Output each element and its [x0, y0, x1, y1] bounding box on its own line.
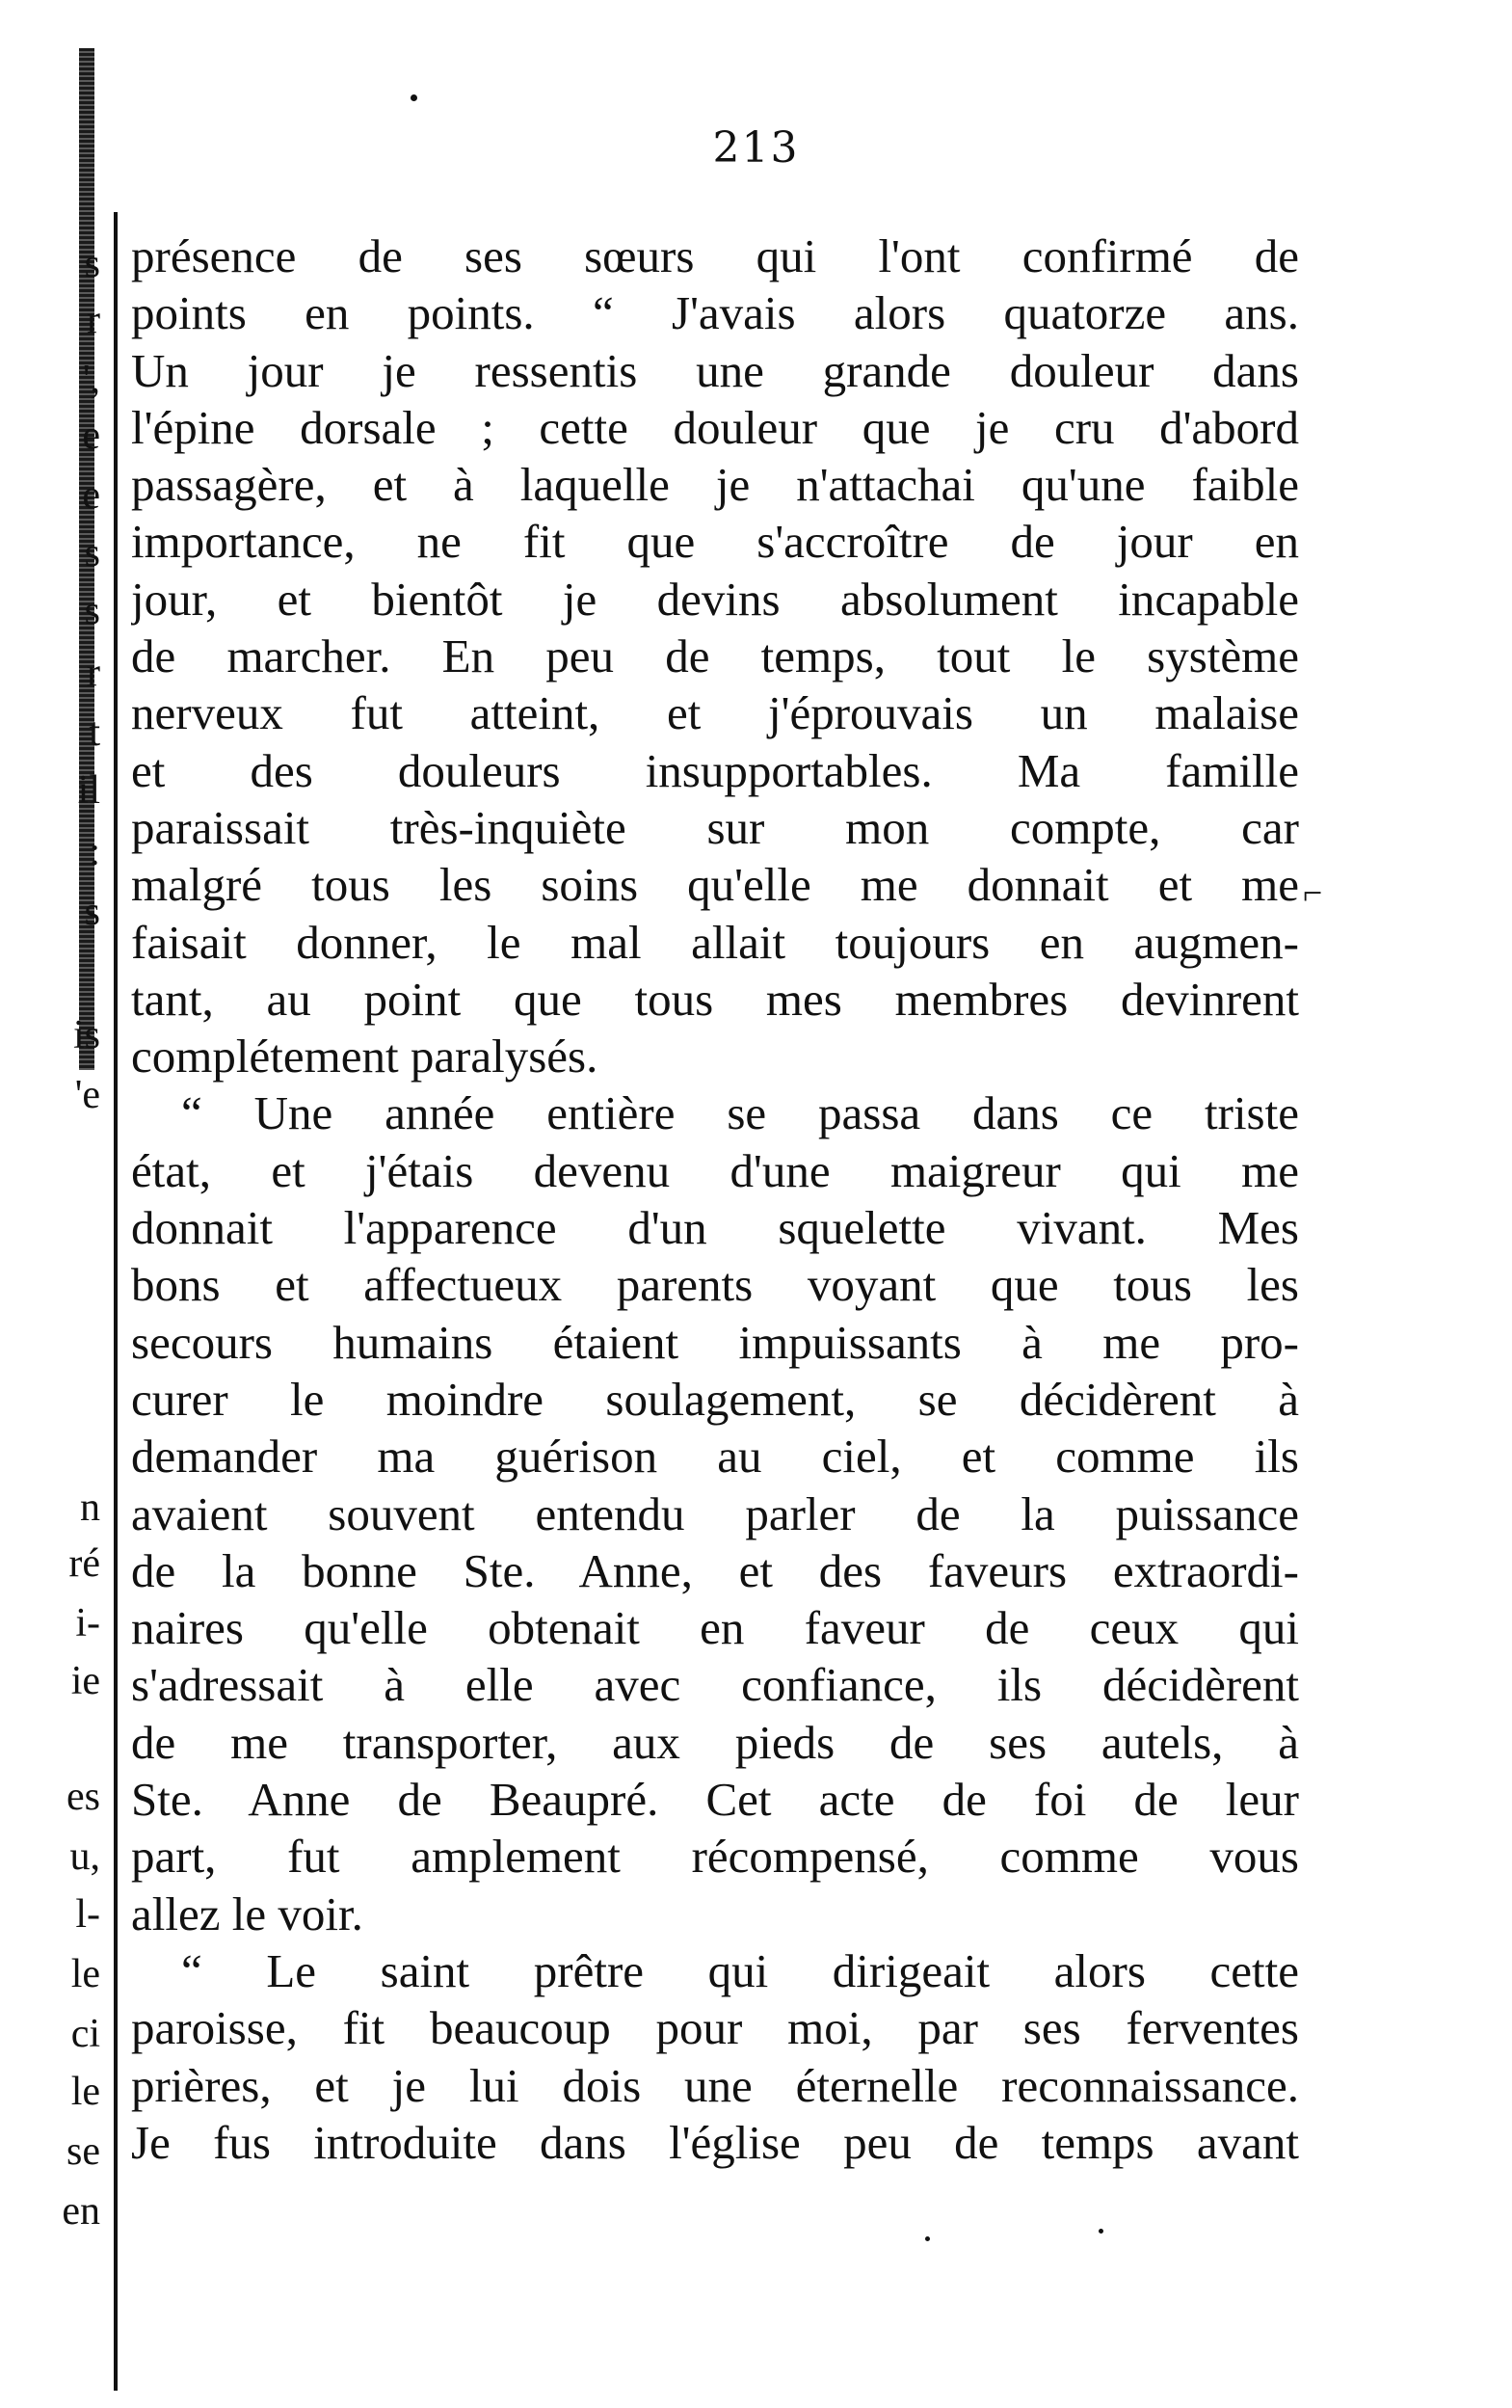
gutter-fragment: r: [87, 651, 100, 695]
text-line: paraissait très-inquiète sur mon compte, car: [131, 800, 1299, 854]
text-line: curer le moindre soulagement, se décidèrent à: [131, 1372, 1299, 1426]
text-line: Un jour je ressentis une grande douleur dans: [131, 343, 1299, 397]
text-line: prières, et je lui dois une éternelle reconnaissance.: [131, 2058, 1299, 2112]
ink-speck-bottom-right: [1099, 2229, 1103, 2234]
text-line: importance, ne fit que s'accroître de jour en: [131, 515, 1299, 569]
text-line: bons et affectueux parents voyant que tous les: [131, 1258, 1299, 1312]
text-line: l'épine dorsale ; cette douleur que je cru d'abord: [131, 400, 1299, 454]
text-line: Je fus introduite dans l'église peu de temps avant: [131, 2115, 1299, 2169]
text-line: points en points. “ J'avais alors quatorze ans.: [131, 286, 1299, 340]
page-number: 213: [712, 123, 800, 173]
text-line: avaient souvent entendu parler de la puissance: [131, 1486, 1299, 1540]
text-line: part, fut amplement récompensé, comme vous: [131, 1830, 1299, 1884]
text-line: Ste. Anne de Beaupré. Cet acte de foi de leur: [131, 1773, 1299, 1827]
ink-speck-top: [411, 94, 417, 101]
text-line: naires qu'elle obtenait en faveur de ceux qui: [131, 1601, 1299, 1655]
text-line: faisait donner, le mal allait toujours en augmen-: [131, 915, 1299, 969]
gutter-fragment: l-: [75, 1892, 100, 1937]
gutter-fragment: ie: [70, 1659, 100, 1703]
margin-mark: ⌐: [1303, 873, 1323, 912]
gutter-fragment: n: [80, 1485, 100, 1530]
gutter-fragment: il: [77, 768, 100, 813]
page-gutter-line: [114, 212, 118, 2391]
gutter-fragment: le: [70, 2070, 100, 2114]
text-line: complétement paralysés.: [131, 1030, 598, 1084]
gutter-fragment: r: [87, 298, 100, 342]
text-line: de la bonne Ste. Anne, et des faveurs extraordi-: [131, 1543, 1299, 1597]
text-line: secours humains étaient impuissants à me pro-: [131, 1315, 1299, 1369]
gutter-fragment: e: [82, 473, 100, 518]
text-line: demander ma guérison au ciel, et comme ils: [131, 1430, 1299, 1484]
text-line: malgré tous les soins qu'elle me donnait et me: [131, 858, 1299, 912]
gutter-fragment: en: [62, 2189, 100, 2234]
text-line: de me transporter, aux pieds de ses autels, à: [131, 1715, 1299, 1769]
gutter-fragment: le: [70, 1952, 100, 1996]
text-line: “ Une année entière se passa dans ce triste: [181, 1086, 1299, 1140]
gutter-fragment: ci: [70, 2012, 100, 2056]
text-line: paroisse, fit beaucoup pour moi, par ses ferventes: [131, 2001, 1299, 2055]
text-line: donnait l'apparence d'un squelette vivant. Mes: [131, 1201, 1299, 1255]
text-line: allez le voir.: [131, 1886, 363, 1940]
gutter-fragment: s: [84, 589, 100, 633]
text-line: état, et j'étais devenu d'une maigreur qui me: [131, 1143, 1299, 1197]
gutter-fragment: :: [89, 830, 100, 874]
text-line: jour, et bientôt je devins absolument incapable: [131, 572, 1299, 626]
gutter-fragment: ',: [82, 358, 100, 402]
text-line: s'adressait à elle avec confiance, ils décidèrent: [131, 1658, 1299, 1712]
gutter-fragment: i-: [75, 1601, 100, 1645]
gutter-fragment: s: [84, 531, 100, 575]
text-line: et des douleurs insupportables. Ma famille: [131, 743, 1299, 797]
text-line: présence de ses sœurs qui l'ont confirmé de: [131, 229, 1299, 282]
ink-speck-bottom-left: [925, 2236, 930, 2241]
gutter-fragment: ré: [68, 1541, 100, 1586]
text-line: “ Le saint prêtre qui dirigeait alors cette: [181, 1943, 1299, 1997]
text-line: nerveux fut atteint, et j'éprouvais un malaise: [131, 686, 1299, 740]
gutter-fragment: u,: [69, 1834, 100, 1879]
text-line: tant, au point que tous mes membres devinrent: [131, 972, 1299, 1026]
text-line: passagère, et à laquelle je n'attachai qu'une faible: [131, 458, 1299, 512]
gutter-fragment: e: [82, 414, 100, 458]
gutter-fragment: s: [84, 242, 100, 286]
gutter-fragment: is: [72, 1013, 100, 1057]
text-line: de marcher. En peu de temps, tout le système: [131, 629, 1299, 683]
body-text: [131, 227, 1299, 2171]
gutter-fragment: t: [89, 710, 100, 755]
gutter-fragment: se: [66, 2129, 100, 2174]
gutter-fragment: es: [66, 1775, 100, 1819]
gutter-fragment: s: [84, 890, 100, 934]
gutter-fragment: 'e: [74, 1073, 100, 1117]
